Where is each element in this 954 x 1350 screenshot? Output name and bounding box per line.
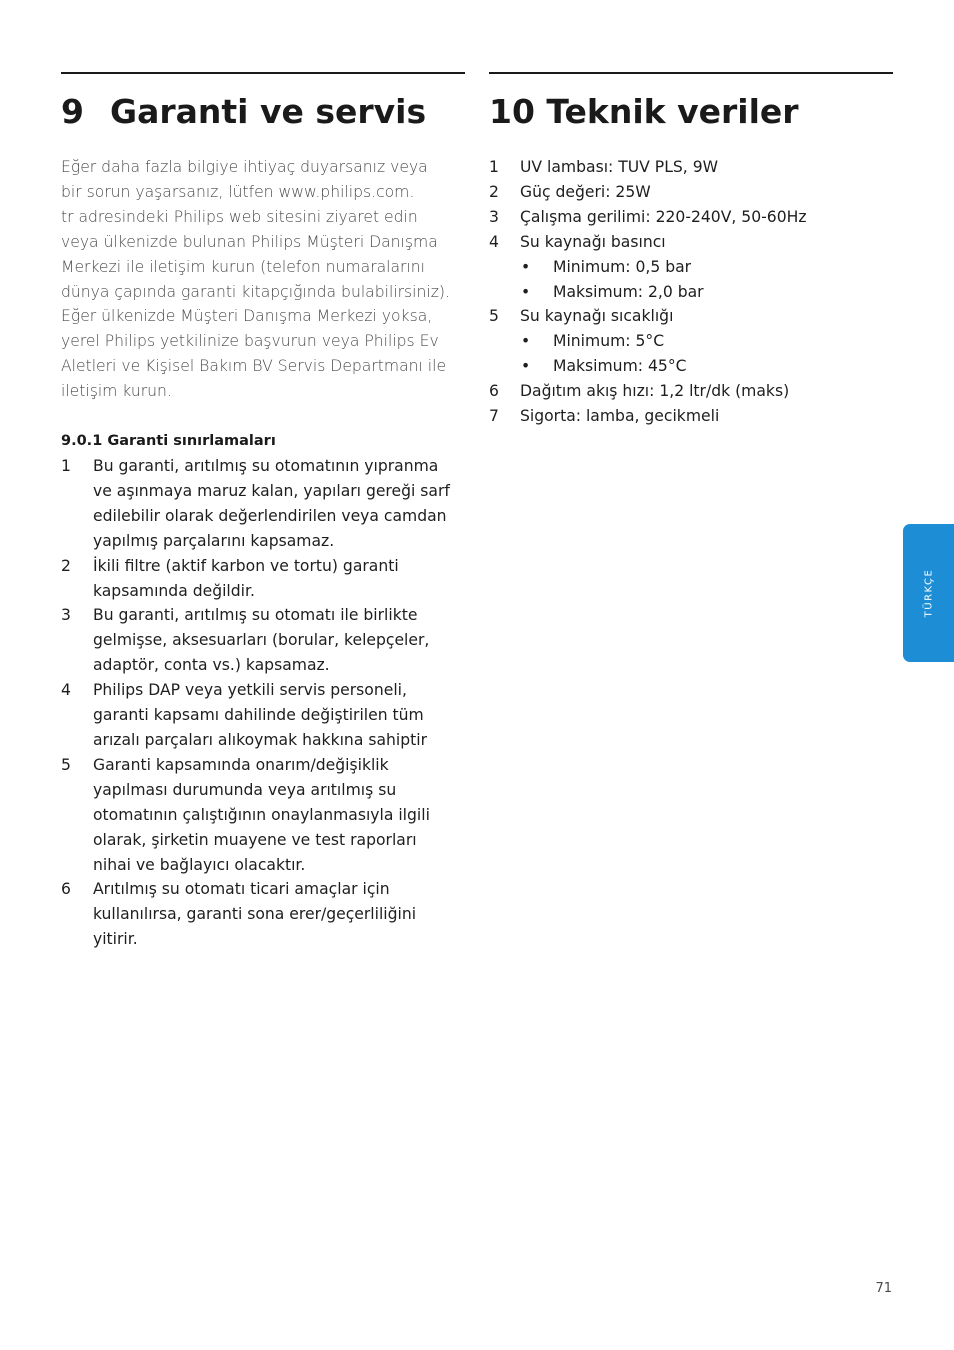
list-item [61,678,465,753]
list-item-line: arızalı parçaları alıkoymak hakkına sahiptir [93,730,427,749]
list-item-line: yapılması durumunda veya arıtılmış su [93,780,397,799]
list-item-line: Garanti kapsamında onarım/değişiklik [93,755,389,774]
list-item-text: UV lambası: TUV PLS, 9W [520,158,719,176]
list-item-line: ve aşınmaya maruz kalan, yapıları gereği sarf [93,481,450,500]
bullet-icon: • [521,282,531,301]
list-item-line: Bu garanti, arıtılmış su otomatının yıpranma [93,457,439,475]
list-item-line: yitirir. [93,930,138,949]
list-item [61,877,465,952]
list-item-text: Dağıtım akış hızı: 1,2 ltr/dk (maks) [520,382,790,401]
sub-list-item [489,280,893,305]
intro-line: Aletleri ve Kişisel Bakım BV Servis Departmanı ile [61,357,447,376]
list-item-line: kullanılırsa, garanti sona erer/geçerliliğini [93,905,417,924]
list-item [489,304,893,379]
warranty-limitations-heading: 9.0.1 Garanti sınırlamaları [61,433,276,449]
section-9-heading [61,92,426,132]
sub-list-item-text: Minimum: 0,5 bar [553,257,692,276]
intro-line: Eğer ülkenizde Müşteri Danışma Merkezi yoksa, [61,307,433,326]
list-item [489,379,893,404]
intro-line: tr adresindeki Philips web sitesini ziyaret edin [61,207,418,226]
list-item-text: Güç değeri: 25W [520,182,651,201]
list-item-line: Arıtılmış su otomatı ticari amaçlar için [93,880,390,899]
technical-data-list [489,155,893,429]
sub-list-item-text: Maksimum: 2,0 bar [553,282,704,301]
list-item-text: Sigorta: lamba, gecikmeli [520,407,720,426]
sub-list-item-text: Maksimum: 45°C [553,357,687,376]
list-item-number: 5 [61,755,71,774]
section-9-number: 9 [61,92,84,131]
list-item-text: Çalışma gerilimi: 220-240V, 50-60Hz [520,207,807,226]
list-item-line: Bu garanti, arıtılmış su otomatı ile birlikte [93,606,418,625]
list-item [489,404,893,429]
intro-line: veya ülkenizde bulunan Philips Müşteri Danışma [61,232,438,251]
list-item-number: 4 [61,681,71,700]
list-item [61,603,465,678]
list-item-line: gelmişse, aksesuarları (borular, kelepçeler, [93,631,430,650]
list-item-number: 4 [489,232,499,251]
language-tab [903,524,954,662]
list-item [61,454,465,554]
section-9-title: Garanti ve servis [110,92,427,131]
list-item-number: 7 [489,407,499,426]
intro-line: dünya çapında garanti kitapçığında bulabilirsiniz). [61,282,450,301]
page-number: 71 [875,1281,892,1296]
list-item-line: garanti kapsamı dahilinde değiştirilen tüm [93,706,424,725]
intro-line: bir sorun yaşarsanız, lütfen www.philips.com. [61,182,415,201]
list-item [489,155,893,180]
list-item [489,205,893,230]
bullet-icon: • [521,332,531,351]
list-item-line: edilebilir olarak değerlendirilen veya camdan [93,506,447,525]
list-item-line: adaptör, conta vs.) kapsamaz. [93,656,330,675]
sub-list-item-text: Minimum: 5°C [553,332,665,351]
list-item-line: nihai ve bağlayıcı olacaktır. [93,855,306,874]
list-item-number: 3 [489,207,499,226]
list-item [61,554,465,604]
list-item-line: İkili filtre (aktif karbon ve tortu) garanti [93,556,399,575]
bullet-icon: • [521,257,531,276]
section-9-intro-paragraph [61,155,465,404]
sub-list-item [489,255,893,280]
warranty-limitations-list [61,454,465,952]
list-item-text: Su kaynağı sıcaklığı [520,307,674,326]
sub-list-item [489,354,893,379]
list-item-line: otomatının çalıştığının onaylanmasıyla ilgili [93,805,430,824]
section-10-title: 10 Teknik veriler [489,92,799,131]
list-item-number: 6 [489,382,499,401]
list-item-line: yapılmış parçalarını kapsamaz. [93,531,335,550]
list-item [489,230,893,305]
intro-line: iletişim kurun. [61,382,172,401]
intro-line: Eğer daha fazla bilgiye ihtiyaç duyarsanız veya [61,158,428,176]
list-item-number: 1 [489,158,499,176]
section-9-top-rule [61,72,465,74]
bullet-icon: • [521,357,531,376]
intro-line: yerel Philips yetkilinize başvurun veya Philips Ev [61,332,439,351]
list-item-number: 6 [61,880,71,899]
list-item-line: olarak, şirketin muayene ve test raporları [93,830,417,849]
list-item [61,753,465,878]
intro-line: Merkezi ile iletişim kurun (telefon numaralarını [61,257,426,276]
list-item-number: 1 [61,457,71,475]
section-10-top-rule [489,72,893,74]
list-item-line: kapsamında değildir. [93,581,255,600]
list-item-number: 3 [61,606,71,625]
sub-list-item [489,329,893,354]
list-item-number: 2 [489,182,499,201]
list-item-line: Philips DAP veya yetkili servis personeli, [93,681,407,700]
list-item-text: Su kaynağı basıncı [520,232,666,251]
list-item-number: 5 [489,307,499,326]
list-item [489,180,893,205]
list-item-number: 2 [61,556,71,575]
language-tab-label: TÜRKÇE [923,568,934,618]
